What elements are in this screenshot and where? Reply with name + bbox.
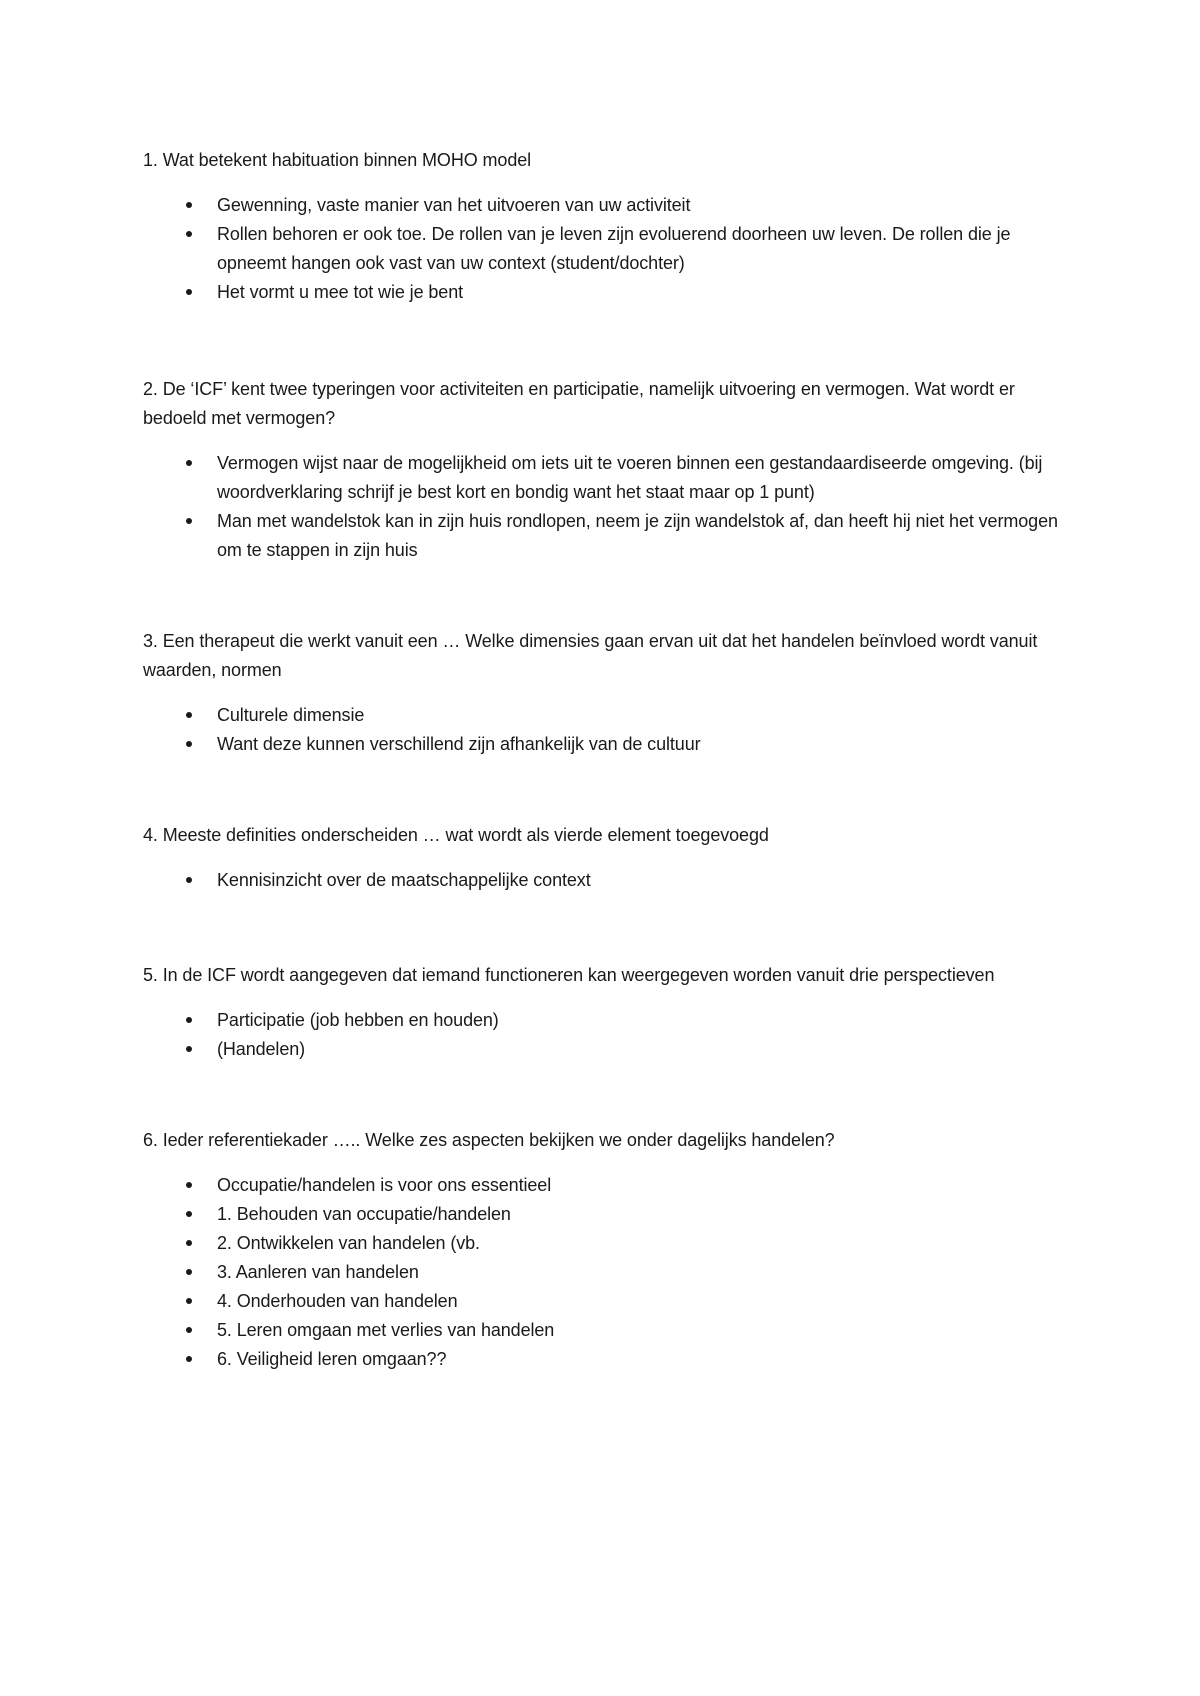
bullet-icon	[186, 1182, 192, 1188]
answer-text: Het vormt u mee tot wie je bent	[217, 282, 464, 302]
list-item	[143, 507, 1063, 565]
question-2	[143, 375, 1063, 565]
answer-list	[143, 1171, 1063, 1374]
bullet-icon	[186, 202, 192, 208]
bullet-icon	[186, 741, 192, 747]
question-1	[143, 146, 1063, 307]
question-3	[143, 627, 1063, 759]
answer-list	[143, 866, 1063, 895]
document-page	[143, 146, 1063, 1440]
bullet-icon	[186, 1356, 192, 1362]
answer-list	[143, 191, 1063, 307]
answer-text: Man met wandelstok kan in zijn huis rondlopen, neem je zijn wandelstok af, dan heeft hij niet het vermogen om te stappen in zijn huis	[217, 511, 1058, 560]
bullet-icon	[186, 1269, 192, 1275]
answer-text: 6. Veiligheid leren omgaan??	[217, 1349, 447, 1369]
list-item	[143, 866, 1063, 895]
question-4	[143, 821, 1063, 895]
answer-text: (Handelen)	[217, 1039, 306, 1059]
answer-text: 2. Ontwikkelen van handelen (vb.	[217, 1233, 480, 1253]
answer-text: Rollen behoren er ook toe. De rollen van je leven zijn evoluerend doorheen uw leven. De rollen die je opneemt hangen ook vast van uw context (student/dochter)	[217, 224, 1011, 273]
answer-list	[143, 1006, 1063, 1064]
bullet-icon	[186, 460, 192, 466]
answer-list	[143, 701, 1063, 759]
list-item	[143, 191, 1063, 220]
question-text: 5. In de ICF wordt aangegeven dat iemand functioneren kan weergegeven worden vanuit drie perspectieven	[143, 965, 995, 985]
list-item	[143, 1035, 1063, 1064]
answer-text: Culturele dimensie	[217, 705, 365, 725]
answer-text: 4. Onderhouden van handelen	[217, 1291, 458, 1311]
question-text: 4. Meeste definities onderscheiden … wat wordt als vierde element toegevoegd	[143, 825, 769, 845]
bullet-icon	[186, 289, 192, 295]
answer-text: 3. Aanleren van handelen	[217, 1262, 419, 1282]
question-text: 2. De ‘ICF’ kent twee typeringen voor activiteiten en participatie, namelijk uitvoering en vermogen. Wat wordt er bedoeld met vermogen?	[143, 379, 1015, 428]
bullet-icon	[186, 1017, 192, 1023]
bullet-icon	[186, 1046, 192, 1052]
question-text: 6. Ieder referentiekader ….. Welke zes aspecten bekijken we onder dagelijks handelen?	[143, 1130, 835, 1150]
bullet-icon	[186, 1211, 192, 1217]
answer-text: Kennisinzicht over de maatschappelijke context	[217, 870, 591, 890]
list-item	[143, 1200, 1063, 1229]
list-item	[143, 1258, 1063, 1287]
list-item	[143, 278, 1063, 307]
list-item	[143, 730, 1063, 759]
answer-text: 5. Leren omgaan met verlies van handelen	[217, 1320, 555, 1340]
answer-text: Gewenning, vaste manier van het uitvoeren van uw activiteit	[217, 195, 691, 215]
list-item	[143, 1345, 1063, 1374]
answer-text: Occupatie/handelen is voor ons essentieel	[217, 1175, 552, 1195]
bullet-icon	[186, 1327, 192, 1333]
question-text: 3. Een therapeut die werkt vanuit een … Welke dimensies gaan ervan uit dat het handelen beïnvloed wordt vanuit waarden, normen	[143, 631, 1038, 680]
question-6	[143, 1126, 1063, 1374]
question-text: 1. Wat betekent habituation binnen MOHO model	[143, 150, 532, 170]
list-item	[143, 1287, 1063, 1316]
answer-text: 1. Behouden van occupatie/handelen	[217, 1204, 511, 1224]
bullet-icon	[186, 712, 192, 718]
bullet-icon	[186, 518, 192, 524]
answer-text: Vermogen wijst naar de mogelijkheid om iets uit te voeren binnen een gestandaardiseerde omgeving. (bij woordverklaring schrijf je best kort en bondig want het staat maar op 1 punt)	[217, 453, 1043, 502]
bullet-icon	[186, 877, 192, 883]
bullet-icon	[186, 1298, 192, 1304]
answer-text: Participatie (job hebben en houden)	[217, 1010, 499, 1030]
list-item	[143, 1229, 1063, 1258]
question-5	[143, 961, 1063, 1064]
answer-text: Want deze kunnen verschillend zijn afhankelijk van de cultuur	[217, 734, 701, 754]
bullet-icon	[186, 231, 192, 237]
bullet-icon	[186, 1240, 192, 1246]
list-item	[143, 1006, 1063, 1035]
list-item	[143, 701, 1063, 730]
answer-list	[143, 449, 1063, 565]
list-item	[143, 449, 1063, 507]
list-item	[143, 1316, 1063, 1345]
list-item	[143, 1171, 1063, 1200]
list-item	[143, 220, 1063, 278]
